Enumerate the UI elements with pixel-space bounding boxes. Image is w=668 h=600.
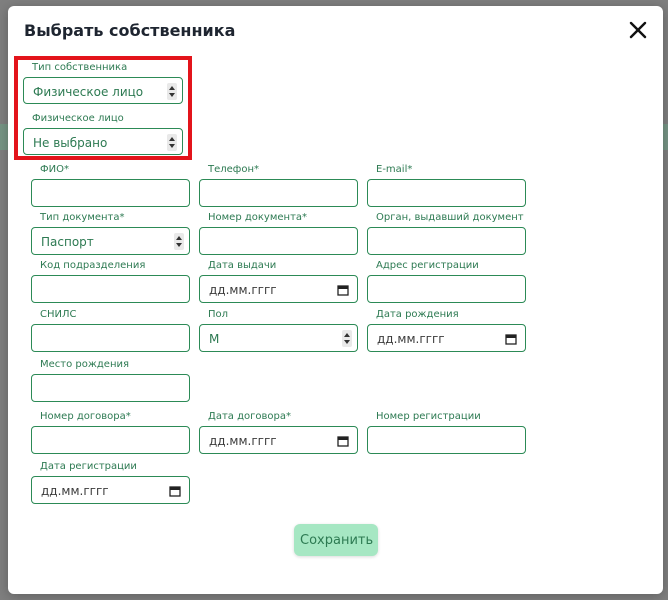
person-select[interactable]	[23, 128, 183, 155]
select-stepper-icon	[167, 134, 177, 151]
background-bar-left	[0, 124, 8, 150]
issuer-label: Орган, выдавший документ	[376, 212, 524, 223]
issue-date-input[interactable]	[199, 275, 358, 303]
save-button[interactable]: Сохранить	[294, 524, 378, 556]
gender-select[interactable]	[199, 324, 358, 352]
email-input[interactable]	[367, 179, 526, 207]
close-icon	[626, 18, 650, 42]
calendar-icon[interactable]	[505, 333, 517, 345]
owner-type-label: Тип собственника	[32, 62, 128, 73]
reg-address-label: Адрес регистрации	[376, 260, 479, 271]
birth-date-input[interactable]	[367, 324, 526, 352]
contract-number-label: Номер договора*	[40, 411, 131, 422]
select-stepper-icon	[342, 330, 352, 347]
phone-label: Телефон*	[208, 164, 260, 175]
reg-number-input[interactable]	[367, 426, 526, 454]
issue-date-placeholder: дд.мм.гггг	[209, 283, 277, 297]
calendar-icon[interactable]	[337, 435, 349, 447]
dialog-title: Выбрать собственника	[24, 21, 236, 40]
calendar-icon[interactable]	[337, 284, 349, 296]
person-label: Физическое лицо	[32, 113, 124, 124]
birth-place-input[interactable]	[31, 374, 190, 402]
birth-date-label: Дата рождения	[376, 309, 459, 320]
owner-dialog	[8, 6, 663, 594]
issue-date-label: Дата выдачи	[208, 260, 277, 271]
phone-input[interactable]	[199, 179, 358, 207]
gender-value: М	[209, 332, 220, 346]
snils-label: СНИЛС	[40, 309, 77, 320]
birth-place-label: Место рождения	[40, 359, 129, 370]
contract-date-label: Дата договора*	[208, 411, 291, 422]
owner-type-value: Физическое лицо	[33, 85, 144, 99]
person-value: Не выбрано	[33, 136, 108, 150]
owner-type-select[interactable]	[23, 77, 183, 104]
contract-date-placeholder: дд.мм.гггг	[209, 434, 277, 448]
dept-code-label: Код подразделения	[40, 260, 146, 271]
select-stepper-icon	[174, 233, 184, 250]
select-stepper-icon	[167, 83, 177, 100]
reg-date-input[interactable]	[31, 476, 190, 504]
doc-type-label: Тип документа*	[40, 212, 125, 223]
issuer-input[interactable]	[367, 227, 526, 255]
doc-type-select[interactable]	[31, 227, 190, 255]
doc-number-label: Номер документа*	[208, 212, 308, 223]
snils-input[interactable]	[31, 324, 190, 352]
reg-date-placeholder: дд.мм.гггг	[41, 484, 109, 498]
reg-date-label: Дата регистрации	[40, 461, 137, 472]
doc-type-value: Паспорт	[41, 235, 94, 249]
birth-date-placeholder: дд.мм.гггг	[377, 332, 445, 346]
fio-label: ФИО*	[40, 164, 69, 175]
contract-date-input[interactable]	[199, 426, 358, 454]
contract-number-input[interactable]	[31, 426, 190, 454]
email-label: E-mail*	[376, 164, 413, 175]
calendar-icon[interactable]	[169, 485, 181, 497]
doc-number-input[interactable]	[199, 227, 358, 255]
fio-input[interactable]	[31, 179, 190, 207]
reg-number-label: Номер регистрации	[376, 411, 481, 422]
gender-label: Пол	[208, 309, 229, 320]
dept-code-input[interactable]	[31, 275, 190, 303]
close-button[interactable]	[626, 18, 650, 42]
reg-address-input[interactable]	[367, 275, 526, 303]
